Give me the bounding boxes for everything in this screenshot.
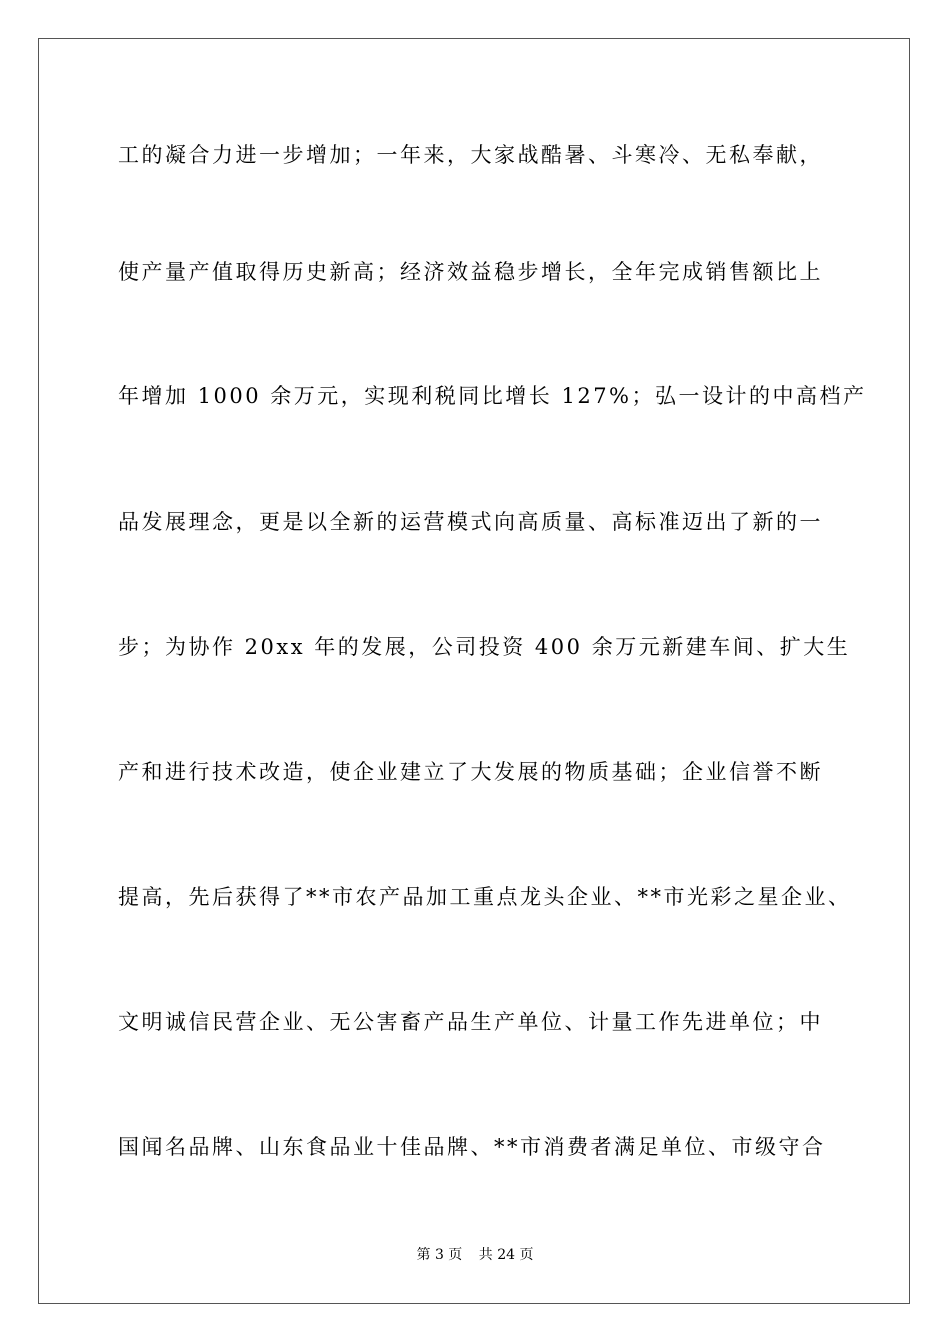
text-line: 品发展理念，更是以全新的运营模式向高质量、高标准迈出了新的一: [118, 510, 823, 534]
text-line: 使产量产值取得历史新高；经济效益稳步增长，全年完成销售额比上: [118, 260, 823, 284]
text-line: 提高，先后获得了**市农产品加工重点龙头企业、**市光彩之星企业、: [118, 885, 852, 909]
page-total: 共 24 页: [478, 1247, 534, 1263]
page-border: [38, 38, 910, 1304]
text-line: 工的凝合力进一步增加；一年来，大家战酷暑、斗寒冷、无私奉献，: [118, 143, 823, 167]
text-line: 文明诚信民营企业、无公害畜产品生产单位、计量工作先进单位；中: [118, 1010, 823, 1034]
page-number: 第 3 页: [416, 1247, 463, 1263]
text-line: 产和进行技术改造，使企业建立了大发展的物质基础；企业信誉不断: [118, 760, 823, 784]
page-footer: [0, 1246, 950, 1264]
text-line: 国闻名品牌、山东食品业十佳品牌、**市消费者满足单位、市级守合: [118, 1135, 826, 1159]
text-line: 步；为协作 20xx 年的发展，公司投资 400 余万元新建车间、扩大生: [118, 635, 851, 659]
text-line: 年增加 1000 余万元，实现利税同比增长 127%；弘一设计的中高档产: [118, 384, 867, 408]
